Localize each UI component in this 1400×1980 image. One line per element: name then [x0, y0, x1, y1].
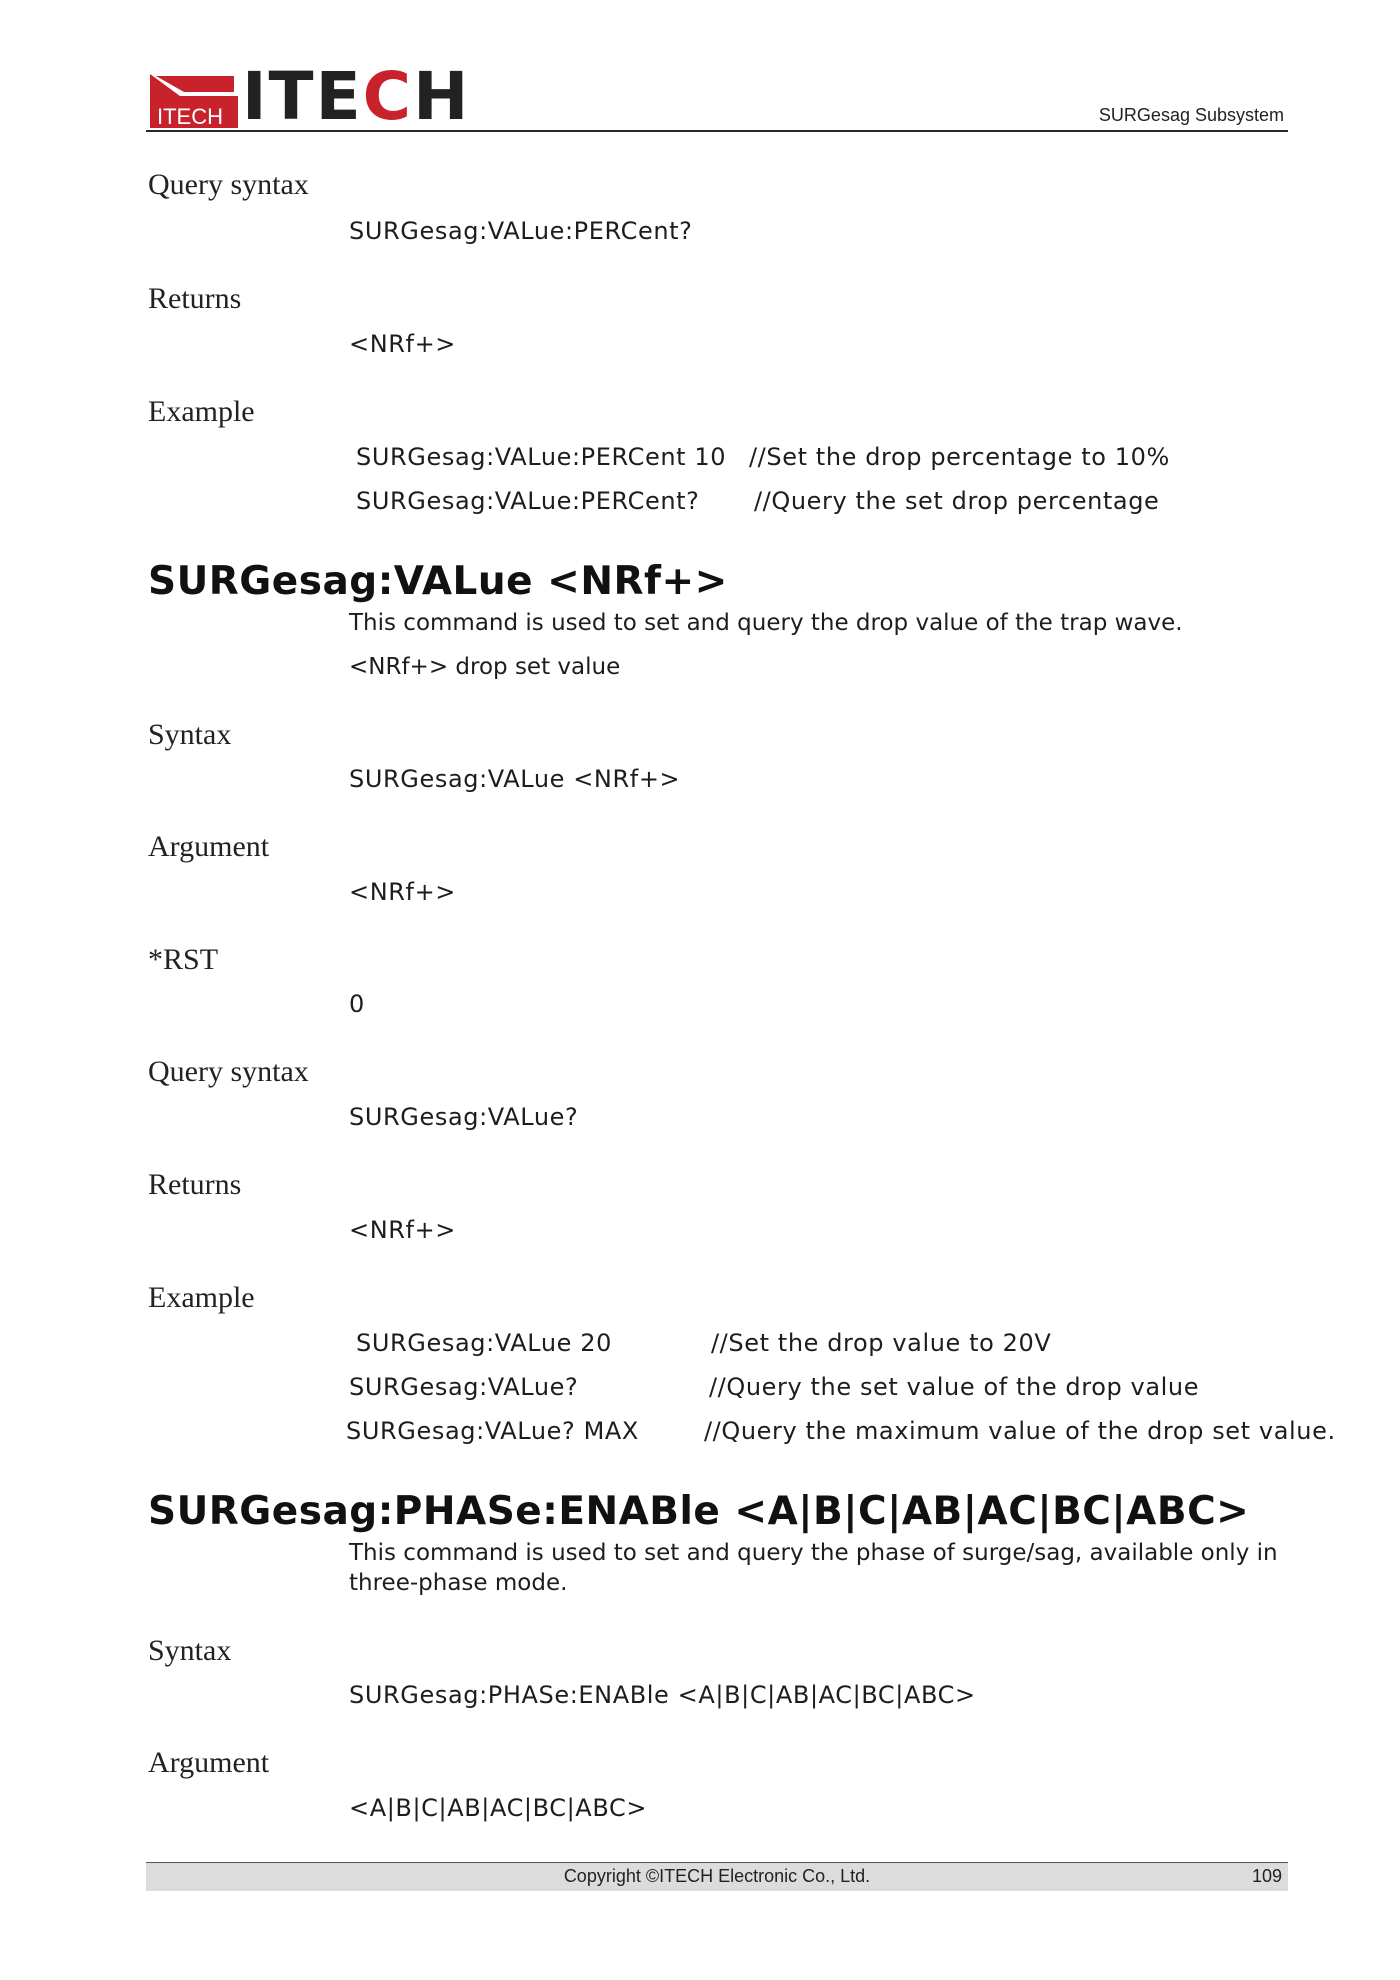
parameter-description: <NRf+> drop set value [349, 654, 621, 680]
example-label: Example [148, 395, 255, 428]
itech-logo-mark-icon [150, 74, 238, 128]
rst-label: *RST [148, 943, 219, 976]
page-header [146, 58, 1288, 135]
copyright-text: Copyright ©ITECH Electronic Co., Ltd. [563, 1866, 871, 1886]
example-comment: //Query the maximum value of the drop set value. [704, 1417, 1336, 1445]
returns-label: Returns [148, 282, 242, 315]
example-command: SURGesag:VALue 20 [356, 1329, 612, 1357]
example-label: Example [148, 1281, 255, 1314]
rst-value: 0 [349, 990, 365, 1018]
query-syntax-label: Query syntax [148, 1055, 309, 1088]
command-description: This command is used to set and query the phase of surge/sag, available only in three-phase mode. [349, 1540, 1278, 1596]
logo-wordmark [242, 58, 471, 135]
returns-value: <NRf+> [349, 330, 457, 358]
section-title: SURGesag Subsystem [1098, 105, 1284, 125]
argument-label: Argument [148, 1746, 270, 1779]
syntax-value: SURGesag:PHASe:ENABle <A|B|C|AB|AC|BC|ABC> [349, 1681, 976, 1709]
query-syntax-value: SURGesag:VALue? [349, 1103, 579, 1131]
returns-label: Returns [148, 1168, 242, 1201]
syntax-value: SURGesag:VALue <NRf+> [349, 765, 681, 793]
example-command: SURGesag:VALue:PERCent? [356, 487, 700, 515]
syntax-label: Syntax [148, 718, 232, 751]
page-footer [146, 1862, 1288, 1891]
query-syntax-value: SURGesag:VALue:PERCent? [349, 217, 693, 245]
example-comment: //Set the drop value to 20V [711, 1329, 1052, 1357]
command-heading: SURGesag:PHASe:ENABle <A|B|C|AB|AC|BC|ABC> [148, 1489, 1250, 1534]
argument-value: <NRf+> [349, 878, 457, 906]
syntax-label: Syntax [148, 1634, 232, 1667]
returns-value: <NRf+> [349, 1216, 457, 1244]
example-command: SURGesag:VALue? [349, 1373, 579, 1401]
command-heading: SURGesag:VALue <NRf+> [148, 559, 728, 604]
example-comment: //Set the drop percentage to 10% [749, 443, 1170, 471]
argument-label: Argument [148, 830, 270, 863]
logo-small-text: ITECH [157, 104, 223, 128]
example-command: SURGesag:VALue:PERCent 10 [356, 443, 727, 471]
logo-text: ITECH [242, 58, 471, 135]
example-comment: //Query the set drop percentage [754, 487, 1160, 515]
page-number: 109 [1251, 1866, 1282, 1886]
command-description: This command is used to set and query the drop value of the trap wave. [349, 610, 1183, 636]
argument-value: <A|B|C|AB|AC|BC|ABC> [349, 1794, 648, 1822]
example-command: SURGesag:VALue? MAX [346, 1417, 639, 1445]
example-comment: //Query the set value of the drop value [709, 1373, 1200, 1401]
query-syntax-label: Query syntax [148, 168, 309, 201]
